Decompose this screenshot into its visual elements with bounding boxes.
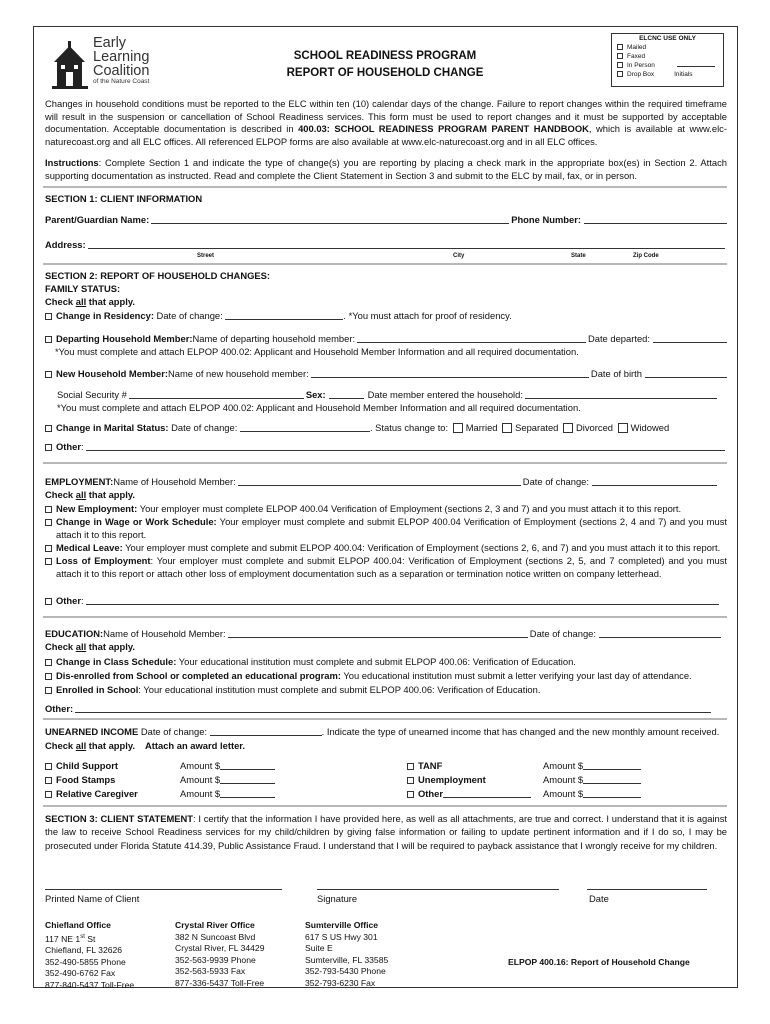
relative-caregiver-label: Relative Caregiver: [56, 788, 138, 799]
phone-label: Phone Number:: [511, 214, 581, 225]
marital-text: Date of change:: [168, 422, 238, 433]
tanf-checkbox[interactable]: [407, 763, 414, 770]
sex-field[interactable]: [329, 389, 364, 399]
unearned-check-all: Check all that apply. Attach an award letter.: [45, 740, 246, 751]
employment-other-row: Other :: [45, 595, 721, 607]
marital-date-field[interactable]: [240, 422, 370, 432]
handbook-reference: 400.03: SCHOOL READINESS PROGRAM PARENT HANDBOOK: [298, 123, 589, 135]
option-label: In Person: [627, 62, 655, 69]
separated-checkbox[interactable]: [502, 423, 512, 433]
amount-row: [180, 773, 275, 787]
date-entered-label: Date member entered the household:: [367, 389, 523, 400]
office-fax: 352-490-6762 Fax: [45, 968, 116, 979]
unearned-left-column: [45, 759, 138, 801]
office-name: Sumterville Office: [305, 920, 379, 930]
unearned-row: [45, 726, 727, 738]
signature-caption: Signature: [317, 893, 358, 904]
crystal-river-office: [175, 920, 264, 990]
departing-label: Departing Household Member:: [56, 333, 193, 344]
ssn-row: [57, 389, 719, 401]
employment-date-field[interactable]: [592, 476, 717, 486]
family-status-heading: FAMILY STATUS:: [45, 283, 121, 294]
section2-heading: SECTION 2: REPORT OF HOUSEHOLD CHANGES:: [45, 270, 271, 281]
residency-row: [45, 310, 727, 322]
amount-label: Amount $: [543, 774, 584, 785]
divider: [43, 462, 727, 464]
residency-date-field[interactable]: [225, 310, 343, 320]
departing-text: Name of departing household member:: [192, 333, 356, 344]
employment-check-all: [45, 489, 727, 501]
marital-row: [45, 422, 727, 434]
education-name-field[interactable]: [228, 628, 528, 638]
residency-text: Date of change:: [153, 310, 223, 321]
option-label: Mailed: [627, 44, 647, 51]
new-member-row: [45, 368, 727, 380]
item-label: Loss of Employment: [56, 555, 151, 566]
employment-row: [45, 476, 717, 488]
employment-items: [45, 502, 727, 580]
printed-name-line[interactable]: [45, 889, 282, 890]
income-other-checkbox[interactable]: [407, 791, 414, 798]
phone-field[interactable]: [584, 214, 727, 224]
new-member-note: *You must complete and attach ELPOP 400.02: Applicant and Household Member Information and all required documentation.: [57, 402, 581, 413]
item-text: Your employer must complete and submit ELPOP 400.04 Verification of Employment (sections 2, 4 and 7) and you must attach it to this report.: [56, 516, 727, 540]
apply-text: that apply.: [86, 740, 135, 751]
amount-label: Amount $: [180, 788, 221, 799]
initials-label: Initials: [674, 71, 693, 78]
unearned-label: UNEARNED INCOME: [45, 726, 139, 737]
elcnc-use-box: [611, 33, 724, 87]
section1-heading: SECTION 1: CLIENT INFORMATION: [45, 193, 203, 204]
date-of-birth-label: Date of birth: [590, 368, 642, 379]
apply-text: that apply: [86, 296, 133, 307]
all-text: all: [75, 489, 87, 500]
family-other-row: Other :: [45, 441, 727, 453]
instructions-text: : Complete Section 1 and indicate the type of change(s) you are reporting by placing a check mark in the appropriate box(es) in Section 2. Attach supporting documentation as instructed. Read and complete the Client Statement in Section 3 and submit to the ELC by mail, fax, or in person.: [45, 157, 727, 181]
date-departed-field[interactable]: [653, 333, 727, 343]
office-toll-free: 877-840-5437 Toll-Free: [45, 979, 135, 990]
divider: [43, 616, 727, 618]
departing-row: [45, 333, 727, 345]
child-support-label: Child Support: [56, 760, 118, 771]
relative-caregiver-amount-field[interactable]: [220, 788, 275, 798]
logo-line-3: Coalition: [93, 63, 150, 79]
office-phone: 352-793-5430 Phone: [305, 966, 386, 977]
tanf-label: TANF: [418, 760, 443, 771]
tanf-row: [407, 759, 531, 773]
education-item-disenrolled: [45, 670, 727, 682]
family-check-all: Check all that apply.: [45, 296, 135, 307]
office-city: Sumterville, FL 33585: [305, 954, 389, 965]
divider: [43, 718, 727, 720]
food-stamps-row: [45, 773, 138, 787]
divorced-checkbox[interactable]: [563, 423, 573, 433]
section3-label: SECTION 3: CLIENT STATEMENT: [45, 813, 194, 824]
married-checkbox[interactable]: [453, 423, 463, 433]
loss-employment-checkbox[interactable]: [45, 558, 52, 565]
attach-award-letter: Attach an award letter: [144, 740, 243, 751]
relative-caregiver-checkbox[interactable]: [45, 791, 52, 798]
amount-label: Amount $: [180, 774, 221, 785]
residency-label: Change in Residency:: [56, 310, 154, 321]
office-address-line: 382 N Suncoast Blvd: [175, 931, 256, 942]
office-address-line: 117 NE 1st St: [45, 933, 96, 944]
employment-label: EMPLOYMENT:: [45, 476, 114, 487]
ssn-label: Social Security #: [57, 389, 127, 400]
item-label: New Employment:: [56, 503, 138, 514]
food-stamps-checkbox[interactable]: [45, 777, 52, 784]
employment-other-field[interactable]: [86, 595, 719, 605]
education-row: [45, 628, 721, 640]
unearned-right-column: [407, 759, 531, 801]
child-support-row: [45, 759, 138, 773]
item-label: Enrolled in School: [56, 684, 139, 695]
date-entered-field[interactable]: [525, 389, 717, 399]
family-other-label: Other: [56, 441, 82, 452]
address-street-caption: Street: [197, 253, 215, 259]
marital-checkbox[interactable]: [45, 425, 52, 432]
parent-name-field[interactable]: [151, 214, 509, 224]
address-zip-caption: Zip Code: [633, 253, 659, 259]
logo: [52, 35, 192, 94]
employment-other-label: Other: [56, 595, 82, 606]
item-label: Change in Class Schedule:: [56, 656, 177, 667]
office-toll-free: 877-336-5437 Toll-Free: [175, 977, 265, 988]
unemployment-row: [407, 773, 531, 787]
education-name-text: Name of Household Member:: [103, 628, 226, 639]
food-stamps-amount-field[interactable]: [220, 774, 275, 784]
new-member-label: New Household Member:: [56, 368, 168, 379]
new-member-checkbox[interactable]: [45, 371, 52, 378]
form-footer-id: ELPOP 400.16: Report of Household Change: [508, 957, 690, 967]
elcnc-option-drop-box[interactable]: [612, 70, 723, 79]
date-departed-label: Date departed:: [587, 333, 650, 344]
employment-date-label: Date of change:: [522, 476, 589, 487]
date-of-birth-field[interactable]: [645, 368, 727, 378]
education-other-field[interactable]: [75, 703, 711, 713]
residency-note: . *You must attach for proof of residency.: [343, 310, 512, 321]
item-text: : Your educational institution must complete and submit ELPOP 400.06: Verification of Education.: [138, 684, 541, 695]
unemployment-checkbox[interactable]: [407, 777, 414, 784]
check-text: Check: [45, 489, 76, 500]
new-member-text: Name of new household member:: [168, 368, 309, 379]
title-line-2: REPORT OF HOUSEHOLD CHANGE: [286, 67, 484, 79]
sumterville-office: [305, 920, 388, 990]
elcnc-option-mailed[interactable]: [612, 43, 723, 52]
divorced-label: Divorced: [576, 422, 613, 433]
widowed-label: Widowed: [630, 422, 670, 433]
logo-line-4: of the Nature Coast: [93, 78, 150, 85]
chiefland-office: [45, 920, 134, 991]
apply-text: that apply.: [86, 489, 135, 500]
class-schedule-checkbox[interactable]: [45, 659, 52, 666]
check-text: Check: [45, 296, 76, 307]
logo-line-1: Early: [93, 35, 127, 51]
date-caption: Date: [589, 893, 609, 904]
amount-label: Amount $: [543, 788, 584, 799]
address-field[interactable]: [88, 239, 725, 249]
all-text: all: [75, 296, 87, 307]
item-label: Dis-enrolled from School or completed an educational program:: [56, 670, 341, 681]
checkbox[interactable]: [617, 71, 623, 77]
food-stamps-label: Food Stamps: [56, 774, 116, 785]
intro-paragraph: [45, 98, 727, 148]
amount-row: [543, 759, 641, 773]
family-other-field[interactable]: [86, 441, 725, 451]
item-label: Change in Wage or Work Schedule:: [56, 516, 217, 527]
education-other-label: Other:: [45, 703, 74, 714]
item-label: Medical Leave:: [56, 542, 123, 553]
checkbox[interactable]: [617, 44, 623, 50]
item-text: : Your employer must complete and submit ELPOP 400.04: Verification of Employment (sections 2, 5, and 7 completed) and you must attach it to this report or attach other loss of employment documentation such as a separation or termination notice written on company letterhead.: [56, 555, 728, 579]
employment-name-field[interactable]: [238, 476, 521, 486]
departing-name-field[interactable]: [357, 333, 586, 343]
unearned-right-amounts: [543, 759, 641, 801]
education-label: EDUCATION:: [45, 628, 104, 639]
parent-name-label: Parent/Guardian Name:: [45, 214, 150, 225]
office-fax: 352-563-5933 Fax: [175, 966, 246, 977]
amount-label: Amount $: [180, 760, 221, 771]
status-change-label: . Status change to:: [369, 422, 449, 433]
tanf-amount-field[interactable]: [583, 760, 641, 770]
employment-item-medical: [45, 541, 727, 554]
check-text: Check: [45, 641, 76, 652]
relative-caregiver-row: [45, 787, 138, 801]
other-amount-field[interactable]: [583, 788, 641, 798]
section3-text: : I certify that the information I have provided here, as well as all attachments, are true and correct. I understand that it is against the law to receive School Readiness services for my child/children by giving false information or failing to update pertinent information and if I do so, I may be prosecuted under Florida Statute 414.39, Public Assistance Fraud. I understand that I will be required to payback assistance that I wrongly receive for my children.: [45, 813, 727, 851]
separated-label: Separated: [515, 422, 559, 433]
elcnc-option-faxed[interactable]: [612, 52, 723, 61]
office-city: Chiefland, FL 32626: [45, 945, 123, 956]
income-other-field[interactable]: [443, 788, 531, 798]
date-line[interactable]: [587, 889, 707, 890]
parent-phone-row: [45, 214, 727, 226]
all-text: all: [75, 740, 87, 751]
departing-note: *You must complete and attach ELPOP 400.02: Applicant and Household Member Information and all required documentation.: [55, 346, 579, 357]
employment-item-wage: [45, 515, 727, 541]
divider: [43, 263, 727, 265]
address-city-caption: City: [453, 253, 465, 259]
office-phone: 352-563-9939 Phone: [175, 954, 256, 965]
new-employment-checkbox[interactable]: [45, 506, 52, 513]
office-fax: 352-793-6230 Fax: [305, 977, 376, 988]
logo-line-2: Learning: [93, 49, 150, 65]
option-label: Faxed: [627, 53, 646, 60]
item-text: Your employer must complete and submit ELPOP 400.04: Verification of Employment (sections 2, 6, and 7) and you must attach it to this report.: [122, 542, 721, 553]
married-label: Married: [465, 422, 498, 433]
education-item-enrolled: [45, 684, 727, 696]
item-text: Your employer must complete ELPOP 400.04 Verification of Employment (sections 2, 3 and 7) and you must attach it to this report.: [137, 503, 682, 514]
intro-text-1: Changes in household conditions must be reported to the ELC within ten (10) calendar days of the change. Failure to report changes within the required timeframe will result in the suspension or cancellation of School Readiness services. This form must be used to report changes and it must be supported by acceptable documentation. Acceptable documentation is described in: [45, 98, 727, 135]
office-city: Crystal River, FL 34429: [175, 943, 265, 954]
intro-text-2: , which is available at www.elc-naturecoast.org and all ELC offices. All referenced ELPOP forms are also available at www.elc-naturecoast.org and in all ELC offices.: [45, 123, 727, 147]
income-other-label: Other: [418, 788, 444, 799]
instructions-paragraph: [45, 157, 727, 182]
page-title: [240, 48, 530, 82]
child-support-checkbox[interactable]: [45, 763, 52, 770]
checkbox[interactable]: [617, 53, 623, 59]
amount-row: [180, 787, 275, 801]
amount-label: Amount $: [543, 760, 584, 771]
check-text: Check: [45, 740, 76, 751]
amount-row: [180, 759, 275, 773]
employment-item-loss: [45, 554, 727, 580]
option-label: Drop Box: [627, 71, 655, 78]
printed-name-caption: Printed Name of Client: [45, 893, 140, 904]
amount-row: [543, 773, 641, 787]
item-text: Your educational institution must complete and submit ELPOP 400.06: Verification of Education.: [176, 656, 576, 667]
ssn-field[interactable]: [129, 389, 304, 399]
income-other-row: [407, 787, 531, 801]
schoolhouse-icon: [52, 38, 92, 92]
enrolled-checkbox[interactable]: [45, 687, 52, 694]
office-suite: Suite E: [305, 943, 333, 954]
widowed-checkbox[interactable]: [618, 423, 628, 433]
unearned-date-text: Date of change:: [138, 726, 208, 737]
divider: [43, 805, 727, 807]
initials-line[interactable]: [677, 66, 715, 67]
residency-checkbox[interactable]: [45, 313, 52, 320]
employment-item-new: [45, 502, 727, 515]
address-row: [45, 239, 727, 251]
all-text: all: [75, 641, 87, 652]
wage-change-checkbox[interactable]: [45, 519, 52, 526]
office-address-line: 617 S US Hwy 301: [305, 931, 378, 942]
education-date-label: Date of change:: [529, 628, 596, 639]
education-other-row: [45, 703, 713, 715]
checkbox[interactable]: [617, 62, 623, 68]
new-member-name-field[interactable]: [311, 368, 589, 378]
unemployment-amount-field[interactable]: [583, 774, 641, 784]
address-state-caption: State: [571, 253, 586, 259]
client-statement: [45, 812, 727, 852]
employment-name-text: Name of Household Member:: [113, 476, 236, 487]
unearned-instruction: . Indicate the type of unearned income that has changed and the new monthly amount received.: [321, 726, 720, 737]
unearned-left-amounts: [180, 759, 275, 801]
medical-leave-checkbox[interactable]: [45, 545, 52, 552]
unearned-date-field[interactable]: [210, 726, 322, 736]
education-item-schedule: [45, 656, 727, 668]
office-phone: 352-490-5855 Phone: [45, 956, 126, 967]
disenrolled-checkbox[interactable]: [45, 673, 52, 680]
family-other-checkbox[interactable]: [45, 444, 52, 451]
elcnc-title: ELCNC USE ONLY: [639, 35, 696, 42]
item-text: You educational institution must submit a letter verifying your last day of attendance.: [340, 670, 692, 681]
amount-row: [543, 787, 641, 801]
logo-text: [93, 36, 149, 86]
divider: [43, 186, 727, 188]
child-support-amount-field[interactable]: [220, 760, 275, 770]
employment-other-checkbox[interactable]: [45, 598, 52, 605]
education-date-field[interactable]: [599, 628, 721, 638]
instructions-label: Instructions: [45, 157, 99, 168]
address-label: Address:: [45, 239, 86, 250]
title-line-1: SCHOOL READINESS PROGRAM: [293, 50, 477, 62]
unemployment-label: Unemployment: [418, 774, 486, 785]
elcnc-option-in-person[interactable]: [612, 61, 723, 70]
apply-text: that apply.: [86, 641, 135, 652]
signature-line[interactable]: [317, 889, 559, 890]
office-name: Chiefland Office: [45, 920, 111, 930]
education-check-all: [45, 641, 727, 653]
sex-label: Sex:: [305, 389, 326, 400]
departing-checkbox[interactable]: [45, 336, 52, 343]
marital-label: Change in Marital Status:: [56, 422, 169, 433]
office-name: Crystal River Office: [175, 920, 255, 930]
